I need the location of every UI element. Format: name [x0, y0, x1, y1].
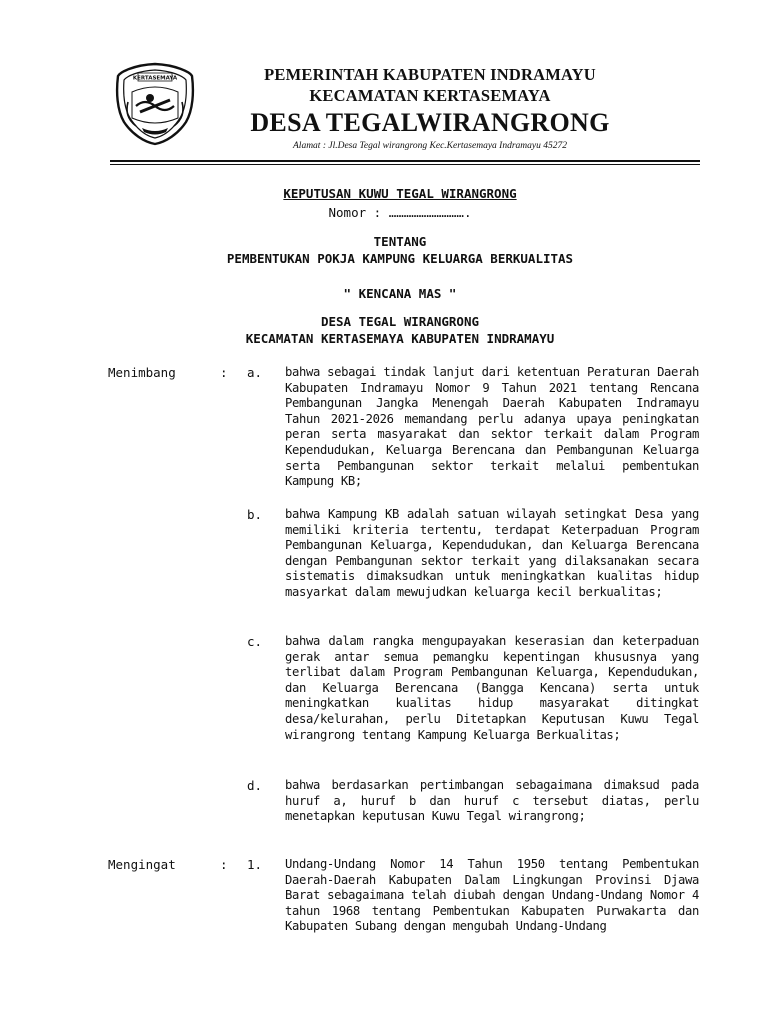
issuer-village: DESA TEGAL WIRANGRONG: [320, 314, 480, 329]
district-name: KECAMATAN KERTASEMAYA: [309, 86, 551, 105]
letterhead-rule-thin: [110, 164, 700, 165]
mengingat-item-1: Undang-Undang Nomor 14 Tahun 1950 tentang Pembentukan Daerah-Daerah Kabupaten Dalam Lingkungan Provinsi Djawa Barat sebagaimana telah diubah dengan Undang-Undang Nomor 4 tahun 1968 tentang Pembentukan Kabupaten Purwakarta dan Kabupaten Subang dengan mengubah Undang-Undang: [285, 857, 699, 934]
menimbang-colon: :: [220, 365, 228, 380]
decree-number: Nomor : ………………………….: [328, 205, 472, 220]
government-name: PEMERINTAH KABUPATEN INDRAMAYU: [264, 65, 596, 84]
menimbang-label: Menimbang: [108, 365, 176, 380]
menimbang-marker-a: a.: [246, 365, 262, 380]
letterhead-rule-thick: [110, 160, 700, 162]
issuer-district: KECAMATAN KERTASEMAYA KABUPATEN INDRAMAYU: [245, 331, 555, 346]
logo-text: KERTASEMAYA: [132, 75, 178, 82]
mengingat-label: Mengingat: [108, 857, 176, 872]
menimbang-marker-d: d.: [246, 778, 262, 793]
letterhead: [0, 0, 768, 175]
decree-subject: PEMBENTUKAN POKJA KAMPUNG KELUARGA BERKUALITAS: [226, 251, 574, 266]
mengingat-colon: :: [220, 857, 228, 872]
regency-emblem-icon: [114, 62, 196, 146]
menimbang-item-d: bahwa berdasarkan pertimbangan sebagaimana dimaksud pada huruf a, huruf b dan huruf c tersebut diatas, perlu menetapkan keputusan Kuwu Tegal wirangrong;: [285, 778, 699, 824]
program-name: " KENCANA MAS ": [343, 286, 457, 301]
decree-title: KEPUTUSAN KUWU TEGAL WIRANGRONG: [283, 186, 517, 201]
tentang-heading: TENTANG: [373, 234, 427, 249]
menimbang-marker-c: c.: [246, 634, 262, 649]
menimbang-item-c: bahwa dalam rangka mengupayakan keserasian dan keterpaduan gerak antar semua pemangku kepentingan khususnya yang terlibat dalam Program Pembangunan Keluarga, Kependudukan, dan Keluarga Berencana (Bangga Kencana) serta untuk meningkatkan kualitas hidup masyarakat ditingkat desa/kelurahan, perlu Ditetapkan Keputusan Kuwu Tegal wirangrong tentang Kampung Keluarga Berkualitas;: [285, 634, 699, 742]
menimbang-item-b: bahwa Kampung KB adalah satuan wilayah setingkat Desa yang memiliki kriteria tertentu, terdapat Keterpaduan Program Pembangunan Keluarga, Kependudukan, dan Keluarga Berencana dengan Pembangunan sektor terkait yang dilaksanakan secara sistematis dimaksudkan untuk meningkatkan kualitas hidup masyarkat dalam mewujudkan keluarga kecil berkualitas;: [285, 507, 699, 599]
menimbang-item-a: bahwa sebagai tindak lanjut dari ketentuan Peraturan Daerah Kabupaten Indramayu Nomor 9 Tahun 2021 tentang Rencana Pembangunan Jangka Menengah Daerah Kabupaten Indramayu Tahun 2021-2026 memandang perlu adanya upaya peningkatan peran serta masyarakat dan sektor terkait dalam Program Kependudukan, Keluarga Berencana dan Pembangunan Keluarga serta Pembangunan sektor terkait melalui pembentukan Kampung KB;: [285, 365, 699, 489]
mengingat-marker-1: 1.: [246, 857, 262, 872]
address-line: Alamat : Jl.Desa Tegal wirangrong Kec.Kertasemaya Indramayu 45272: [293, 141, 567, 151]
menimbang-marker-b: b.: [246, 507, 262, 522]
village-name: DESA TEGALWIRANGRONG: [250, 108, 610, 137]
